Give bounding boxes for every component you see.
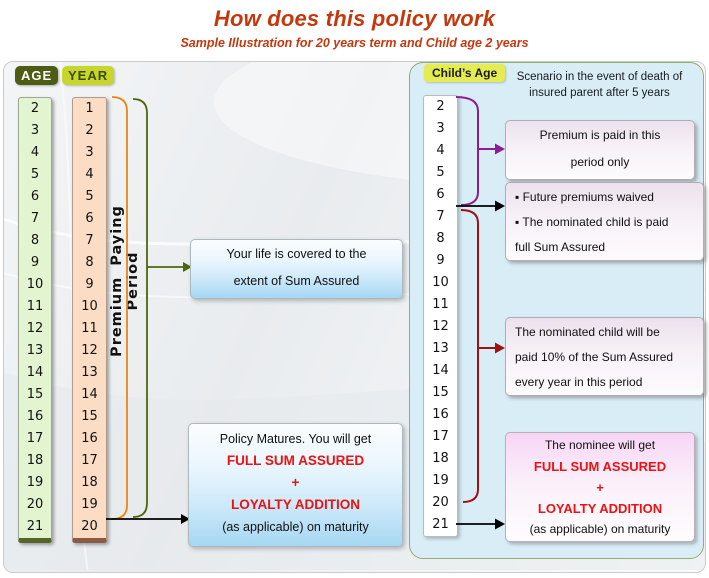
age-cell: 12 [26,321,44,336]
premium-paying-period-label: Premium Paying Period [109,205,141,357]
coverage-box [190,239,403,299]
year-column-header: YEAR [62,66,114,85]
income-line: every year in this period [515,375,643,389]
age-cell: 2 [30,101,40,116]
age-cell: 10 [26,277,44,292]
year-cell: 9 [85,277,94,292]
waiver-line: ▪ Future premiums waived [515,190,654,204]
childs-age-cell: 4 [436,143,445,158]
childs-age-cell: 5 [436,165,445,180]
childs-age-column-header: Child’s Age [424,64,505,82]
age-cell: 11 [26,299,44,314]
age-cell: 15 [26,387,44,402]
age-cell: 3 [30,123,40,138]
year-cell: 10 [81,299,98,314]
childs-age-cell: 14 [432,363,449,378]
age-cell: 4 [30,145,40,160]
year-cell: 16 [81,431,98,446]
childs-age-cell: 9 [436,253,445,268]
year-cell: 18 [81,475,98,490]
year-cell: 5 [85,189,94,204]
page-subtitle: Sample Illustration for 20 years term and Child age 2 years [180,36,529,50]
child-income-box [505,317,704,396]
maturity-box-line: Policy Matures. You will get [219,432,372,446]
year-cell: 1 [85,101,94,116]
childs-age-cell: 15 [432,385,449,400]
age-column [18,97,52,543]
premium-paid-box [505,120,695,180]
premium-paid-line: Premium is paid in this [539,128,661,142]
year-cell: 17 [81,453,98,468]
age-cell: 7 [30,211,40,226]
childs-age-cell: 7 [436,209,445,224]
age-cell: 14 [26,365,44,380]
childs-age-cell: 13 [432,341,449,356]
year-cell: 4 [85,167,94,182]
maturity-box-sum-assured: FULL SUM ASSURED [226,453,365,468]
year-cell: 12 [81,343,98,358]
age-cell: 5 [30,167,40,182]
age-cell: 16 [26,409,44,424]
page-title: How does this policy work [213,6,496,31]
income-line: The nominated child will be [515,325,660,339]
maturity-box [188,423,403,547]
childs-age-cell: 8 [436,231,445,246]
year-cell: 13 [81,365,98,380]
childs-age-cell: 19 [432,473,449,488]
nominee-sum-assured: FULL SUM ASSURED [533,459,667,474]
childs-age-cell: 18 [432,451,449,466]
age-column-header: AGE [15,66,58,85]
nominee-loyalty: LOYALTY ADDITION [537,501,663,516]
age-cell: 9 [30,255,40,270]
scenario-heading-line2: insured parent after 5 years [529,87,670,99]
waiver-line: ▪ The nominated child is paid [515,215,669,229]
nominee-line: (as applicable) on maturity [529,522,671,536]
coverage-box-line: Your life is covered to the [226,247,367,261]
year-cell: 6 [85,211,94,226]
waiver-line: full Sum Assured [515,240,606,254]
year-column [72,97,107,543]
nominee-benefit-box [505,432,695,542]
childs-age-cell: 12 [432,319,449,334]
maturity-box-loyalty: LOYALTY ADDITION [230,497,360,512]
year-cell: 11 [81,321,98,336]
year-cell: 8 [85,255,94,270]
year-cell: 7 [85,233,94,248]
scenario-heading [496,69,703,101]
income-line: paid 10% of the Sum Assured [515,350,674,364]
year-cell: 15 [81,409,98,424]
maturity-box-line: (as applicable) on maturity [222,520,369,534]
coverage-box-line: extent of Sum Assured [233,274,360,288]
year-cell: 14 [81,387,98,402]
age-cell: 21 [26,519,44,534]
scenario-heading-line1: Scenario in the event of death of [516,71,683,83]
age-cell: 18 [26,453,44,468]
premium-paid-line: period only [570,155,630,169]
childs-age-cell: 21 [432,517,449,532]
childs-age-cell: 17 [432,429,449,444]
nominee-plus: + [596,480,604,495]
age-cell: 8 [30,233,40,248]
age-cell: 20 [26,497,44,512]
childs-age-cell: 16 [432,407,449,422]
childs-age-cell: 11 [432,297,449,312]
premium-waiver-box [505,182,704,261]
year-cell: 3 [85,145,94,160]
childs-age-column [423,95,458,537]
nominee-line: The nominee will get [544,438,656,452]
maturity-box-plus: + [291,475,300,490]
year-cell: 19 [81,497,98,512]
year-cell: 20 [81,519,98,534]
childs-age-cell: 6 [436,187,445,202]
age-cell: 17 [26,431,44,446]
childs-age-cell: 2 [436,99,445,114]
age-cell: 19 [26,475,44,490]
year-cell: 2 [85,123,94,138]
childs-age-cell: 10 [432,275,449,290]
age-cell: 13 [26,343,44,358]
childs-age-cell: 3 [436,121,445,136]
childs-age-cell: 20 [432,495,449,510]
age-cell: 6 [30,189,40,204]
